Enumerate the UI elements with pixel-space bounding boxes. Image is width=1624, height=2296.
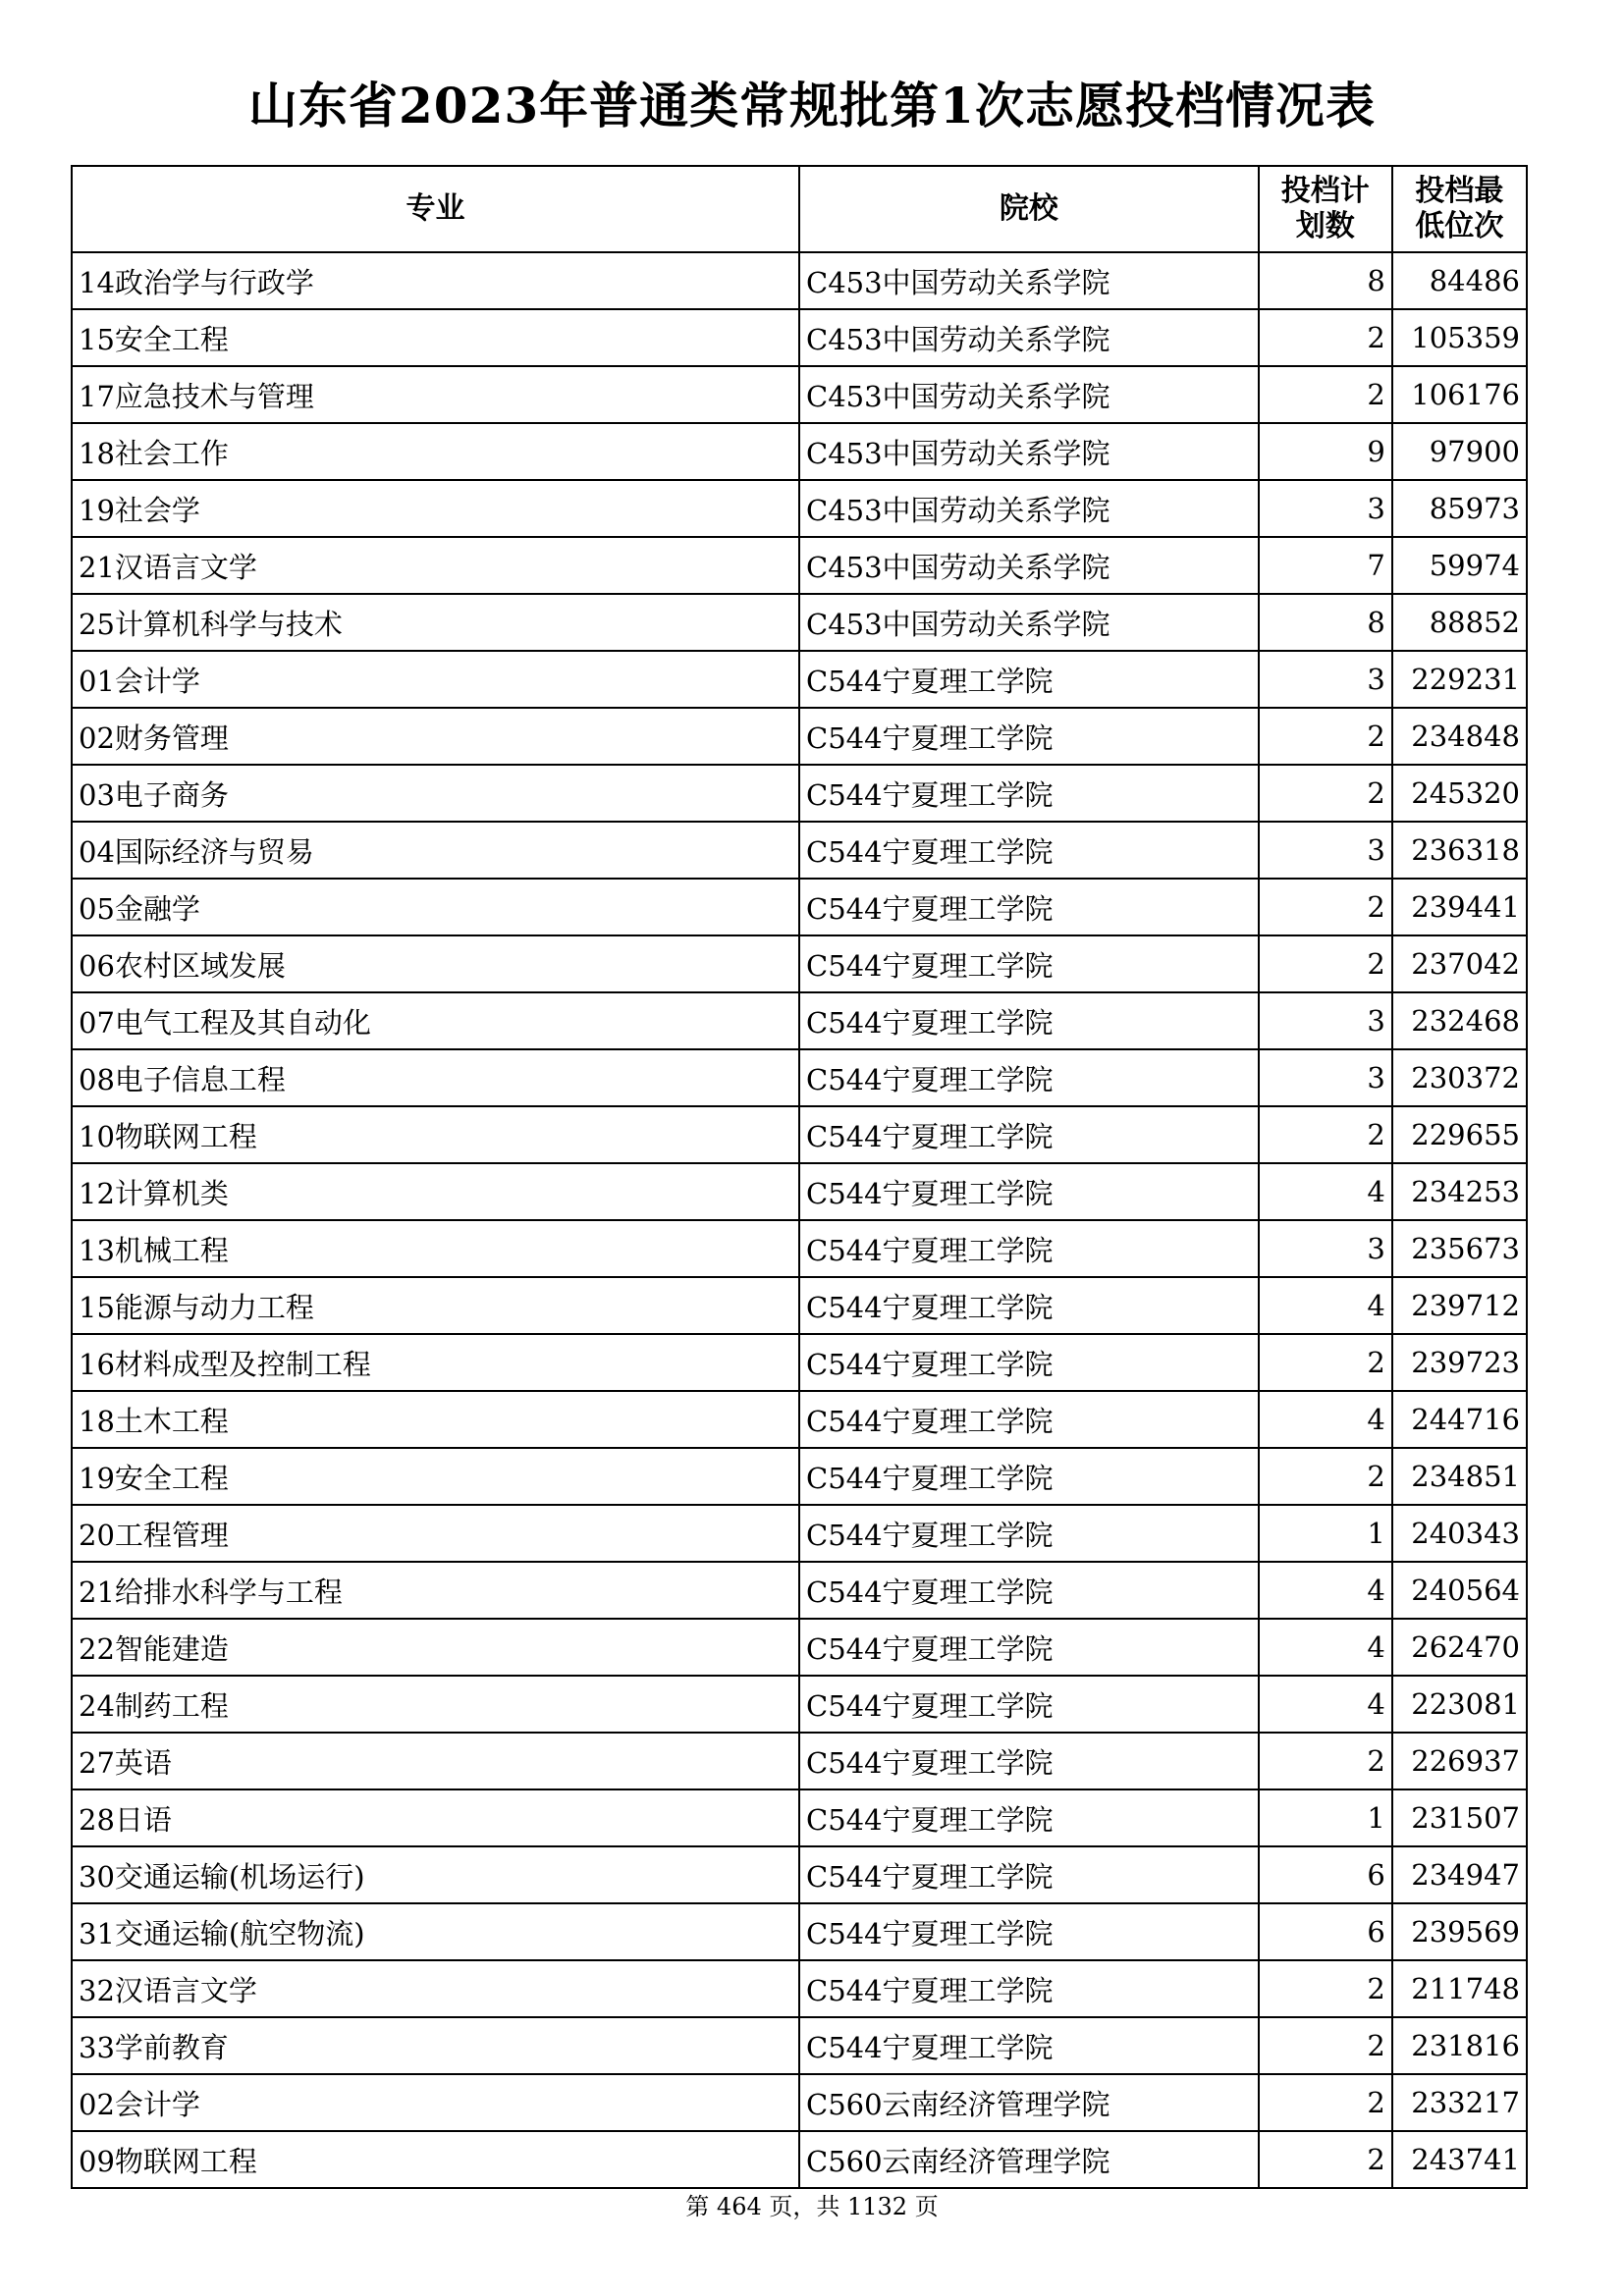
cell-major: 12计算机类 <box>72 1163 799 1220</box>
cell-plan: 2 <box>1259 366 1392 423</box>
table-row <box>72 1960 1527 2017</box>
cell-rank: 229231 <box>1392 651 1527 708</box>
cell-school: C544宁夏理工学院 <box>799 765 1259 822</box>
cell-rank: 262470 <box>1392 1619 1527 1676</box>
cell-rank: 239441 <box>1392 879 1527 935</box>
cell-rank: 244716 <box>1392 1391 1527 1448</box>
cell-rank: 239569 <box>1392 1903 1527 1960</box>
table-row <box>72 1505 1527 1562</box>
cell-major: 21给排水科学与工程 <box>72 1562 799 1619</box>
cell-school: C544宁夏理工学院 <box>799 1562 1259 1619</box>
cell-plan: 4 <box>1259 1619 1392 1676</box>
cell-school: C544宁夏理工学院 <box>799 651 1259 708</box>
table-row <box>72 1163 1527 1220</box>
cell-school: C544宁夏理工学院 <box>799 2017 1259 2074</box>
cell-rank: 234851 <box>1392 1448 1527 1505</box>
cell-rank: 105359 <box>1392 309 1527 366</box>
cell-school: C453中国劳动关系学院 <box>799 537 1259 594</box>
cell-major: 02会计学 <box>72 2074 799 2131</box>
table-row <box>72 992 1527 1049</box>
cell-rank: 88852 <box>1392 594 1527 651</box>
table-row <box>72 1619 1527 1676</box>
cell-school: C453中国劳动关系学院 <box>799 252 1259 309</box>
cell-rank: 229655 <box>1392 1106 1527 1163</box>
cell-rank: 240564 <box>1392 1562 1527 1619</box>
cell-major: 19社会学 <box>72 480 799 537</box>
cell-plan: 3 <box>1259 1049 1392 1106</box>
cell-plan: 7 <box>1259 537 1392 594</box>
cell-major: 07电气工程及其自动化 <box>72 992 799 1049</box>
table-row <box>72 309 1527 366</box>
cell-school: C560云南经济管理学院 <box>799 2131 1259 2188</box>
cell-rank: 234253 <box>1392 1163 1527 1220</box>
cell-rank: 231816 <box>1392 2017 1527 2074</box>
cell-plan: 4 <box>1259 1391 1392 1448</box>
cell-rank: 97900 <box>1392 423 1527 480</box>
cell-major: 10物联网工程 <box>72 1106 799 1163</box>
cell-school: C453中国劳动关系学院 <box>799 594 1259 651</box>
cell-plan: 4 <box>1259 1277 1392 1334</box>
header-plan <box>1259 166 1392 252</box>
cell-school: C453中国劳动关系学院 <box>799 309 1259 366</box>
cell-school: C544宁夏理工学院 <box>799 1220 1259 1277</box>
cell-school: C544宁夏理工学院 <box>799 708 1259 765</box>
cell-major: 21汉语言文学 <box>72 537 799 594</box>
cell-plan: 2 <box>1259 1733 1392 1789</box>
cell-plan: 3 <box>1259 1220 1392 1277</box>
cell-major: 04国际经济与贸易 <box>72 822 799 879</box>
cell-plan: 4 <box>1259 1676 1392 1733</box>
cell-rank: 211748 <box>1392 1960 1527 2017</box>
cell-major: 31交通运输(航空物流) <box>72 1903 799 1960</box>
cell-major: 01会计学 <box>72 651 799 708</box>
table-row <box>72 765 1527 822</box>
cell-rank: 239723 <box>1392 1334 1527 1391</box>
table-row <box>72 1448 1527 1505</box>
cell-rank: 232468 <box>1392 992 1527 1049</box>
cell-major: 05金融学 <box>72 879 799 935</box>
cell-plan: 2 <box>1259 309 1392 366</box>
cell-major: 30交通运输(机场运行) <box>72 1846 799 1903</box>
cell-plan: 4 <box>1259 1562 1392 1619</box>
cell-major: 08电子信息工程 <box>72 1049 799 1106</box>
cell-plan: 3 <box>1259 480 1392 537</box>
cell-school: C544宁夏理工学院 <box>799 1334 1259 1391</box>
header-rank-line1: 投档最 <box>1415 174 1504 208</box>
cell-school: C453中国劳动关系学院 <box>799 366 1259 423</box>
cell-rank: 59974 <box>1392 537 1527 594</box>
header-school: 院校 <box>799 166 1259 252</box>
cell-plan: 2 <box>1259 2131 1392 2188</box>
table-row <box>72 1277 1527 1334</box>
cell-school: C544宁夏理工学院 <box>799 1163 1259 1220</box>
cell-school: C544宁夏理工学院 <box>799 1391 1259 1448</box>
cell-major: 13机械工程 <box>72 1220 799 1277</box>
cell-rank: 223081 <box>1392 1676 1527 1733</box>
table-row <box>72 822 1527 879</box>
cell-major: 03电子商务 <box>72 765 799 822</box>
cell-major: 19安全工程 <box>72 1448 799 1505</box>
cell-major: 18土木工程 <box>72 1391 799 1448</box>
cell-plan: 8 <box>1259 594 1392 651</box>
cell-major: 32汉语言文学 <box>72 1960 799 2017</box>
cell-major: 02财务管理 <box>72 708 799 765</box>
cell-rank: 231507 <box>1392 1789 1527 1846</box>
cell-plan: 3 <box>1259 992 1392 1049</box>
page-footer: 第 464 页，共 1132 页 <box>685 2193 939 2220</box>
cell-rank: 245320 <box>1392 765 1527 822</box>
cell-major: 27英语 <box>72 1733 799 1789</box>
cell-school: C453中国劳动关系学院 <box>799 480 1259 537</box>
cell-rank: 233217 <box>1392 2074 1527 2131</box>
table-row <box>72 423 1527 480</box>
table-row <box>72 366 1527 423</box>
table-row <box>72 252 1527 309</box>
table-row <box>72 1220 1527 1277</box>
cell-rank: 85973 <box>1392 480 1527 537</box>
cell-school: C544宁夏理工学院 <box>799 1733 1259 1789</box>
cell-school: C544宁夏理工学院 <box>799 935 1259 992</box>
cell-school: C544宁夏理工学院 <box>799 1619 1259 1676</box>
table-row <box>72 1903 1527 1960</box>
table-row <box>72 708 1527 765</box>
cell-plan: 1 <box>1259 1789 1392 1846</box>
cell-plan: 3 <box>1259 651 1392 708</box>
table-row <box>72 1789 1527 1846</box>
cell-rank: 234947 <box>1392 1846 1527 1903</box>
cell-plan: 2 <box>1259 2017 1392 2074</box>
table-row <box>72 537 1527 594</box>
cell-school: C544宁夏理工学院 <box>799 1789 1259 1846</box>
cell-major: 28日语 <box>72 1789 799 1846</box>
cell-plan: 2 <box>1259 765 1392 822</box>
cell-school: C544宁夏理工学院 <box>799 1846 1259 1903</box>
cell-plan: 2 <box>1259 1960 1392 2017</box>
cell-school: C544宁夏理工学院 <box>799 1676 1259 1733</box>
cell-plan: 2 <box>1259 708 1392 765</box>
cell-plan: 2 <box>1259 1448 1392 1505</box>
cell-plan: 2 <box>1259 1334 1392 1391</box>
header-major: 专业 <box>72 166 799 252</box>
cell-plan: 6 <box>1259 1846 1392 1903</box>
cell-rank: 239712 <box>1392 1277 1527 1334</box>
table-row <box>72 1562 1527 1619</box>
cell-plan: 1 <box>1259 1505 1392 1562</box>
cell-school: C453中国劳动关系学院 <box>799 423 1259 480</box>
cell-school: C544宁夏理工学院 <box>799 1277 1259 1334</box>
cell-plan: 2 <box>1259 935 1392 992</box>
cell-school: C544宁夏理工学院 <box>799 1448 1259 1505</box>
table-row <box>72 1733 1527 1789</box>
table-row <box>72 1106 1527 1163</box>
table-body <box>72 252 1527 2188</box>
cell-plan: 2 <box>1259 2074 1392 2131</box>
table-row <box>72 1334 1527 1391</box>
cell-rank: 226937 <box>1392 1733 1527 1789</box>
table-row <box>72 935 1527 992</box>
cell-rank: 230372 <box>1392 1049 1527 1106</box>
cell-plan: 8 <box>1259 252 1392 309</box>
cell-major: 18社会工作 <box>72 423 799 480</box>
cell-school: C544宁夏理工学院 <box>799 879 1259 935</box>
cell-plan: 9 <box>1259 423 1392 480</box>
cell-school: C544宁夏理工学院 <box>799 1903 1259 1960</box>
page-title: 山东省2023年普通类常规批第1次志愿投档情况表 <box>248 77 1376 134</box>
cell-school: C544宁夏理工学院 <box>799 1106 1259 1163</box>
table-row <box>72 1391 1527 1448</box>
cell-plan: 4 <box>1259 1163 1392 1220</box>
table-row <box>72 1846 1527 1903</box>
table-row <box>72 1676 1527 1733</box>
cell-rank: 240343 <box>1392 1505 1527 1562</box>
cell-school: C544宁夏理工学院 <box>799 1960 1259 2017</box>
cell-plan: 2 <box>1259 879 1392 935</box>
cell-major: 16材料成型及控制工程 <box>72 1334 799 1391</box>
cell-major: 24制药工程 <box>72 1676 799 1733</box>
cell-rank: 236318 <box>1392 822 1527 879</box>
cell-school: C544宁夏理工学院 <box>799 1505 1259 1562</box>
cell-school: C544宁夏理工学院 <box>799 992 1259 1049</box>
cell-major: 33学前教育 <box>72 2017 799 2074</box>
cell-rank: 234848 <box>1392 708 1527 765</box>
cell-plan: 6 <box>1259 1903 1392 1960</box>
cell-major: 22智能建造 <box>72 1619 799 1676</box>
cell-major: 15能源与动力工程 <box>72 1277 799 1334</box>
cell-rank: 235673 <box>1392 1220 1527 1277</box>
cell-plan: 3 <box>1259 822 1392 879</box>
admission-table <box>71 165 1528 2189</box>
cell-school: C544宁夏理工学院 <box>799 1049 1259 1106</box>
cell-major: 15安全工程 <box>72 309 799 366</box>
table-row <box>72 480 1527 537</box>
table-row <box>72 651 1527 708</box>
cell-rank: 243741 <box>1392 2131 1527 2188</box>
header-rank <box>1392 166 1527 252</box>
table-row <box>72 2074 1527 2131</box>
cell-rank: 106176 <box>1392 366 1527 423</box>
cell-rank: 237042 <box>1392 935 1527 992</box>
cell-major: 14政治学与行政学 <box>72 252 799 309</box>
table-row <box>72 2017 1527 2074</box>
cell-rank: 84486 <box>1392 252 1527 309</box>
table-row <box>72 1049 1527 1106</box>
cell-plan: 2 <box>1259 1106 1392 1163</box>
cell-major: 25计算机科学与技术 <box>72 594 799 651</box>
table-row <box>72 2131 1527 2188</box>
cell-major: 20工程管理 <box>72 1505 799 1562</box>
table-row <box>72 879 1527 935</box>
table-header-row <box>72 166 1527 252</box>
cell-school: C560云南经济管理学院 <box>799 2074 1259 2131</box>
header-rank-line2: 低位次 <box>1415 209 1504 243</box>
header-plan-line1: 投档计 <box>1280 174 1370 208</box>
cell-major: 06农村区域发展 <box>72 935 799 992</box>
cell-major: 09物联网工程 <box>72 2131 799 2188</box>
cell-school: C544宁夏理工学院 <box>799 822 1259 879</box>
header-plan-line2: 划数 <box>1295 209 1355 243</box>
table-row <box>72 594 1527 651</box>
cell-major: 17应急技术与管理 <box>72 366 799 423</box>
